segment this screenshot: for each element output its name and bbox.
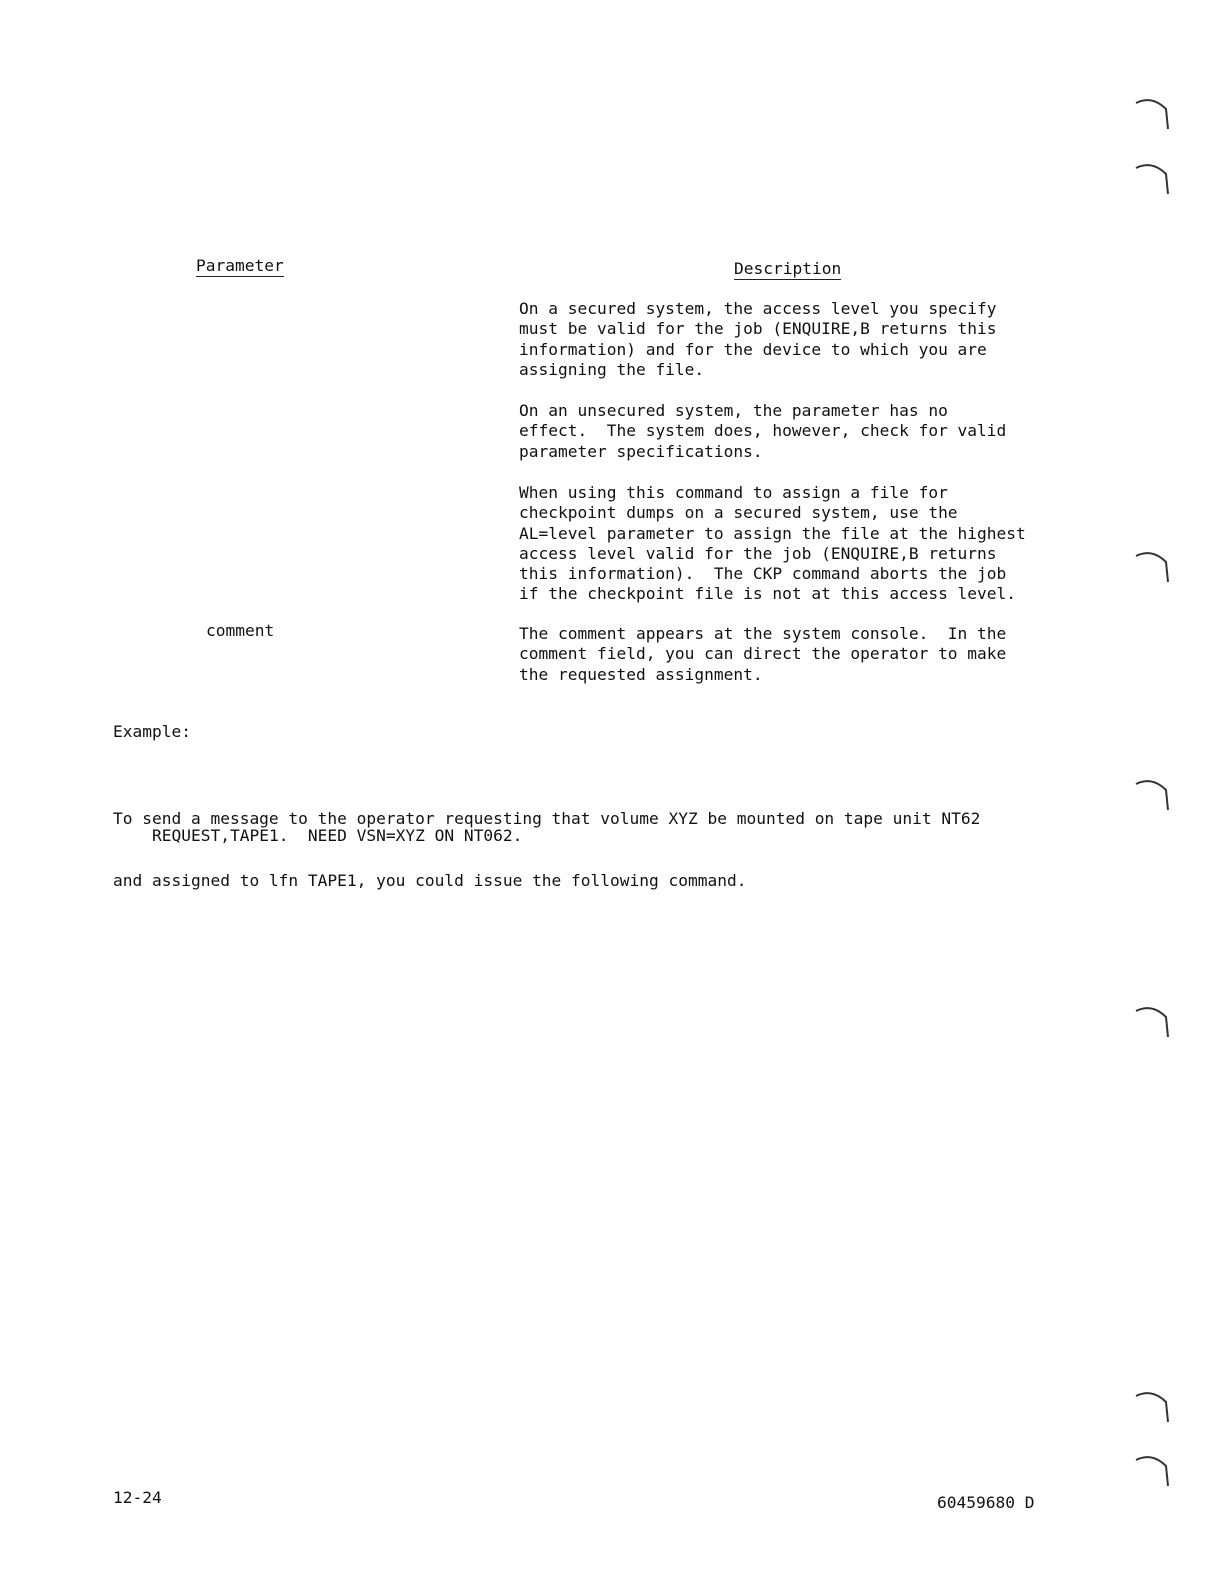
binder-hole-mark-icon: [1134, 95, 1170, 135]
description-paragraph-3: [519, 483, 1026, 605]
text-line: if the checkpoint file is not at this access level.: [519, 584, 1017, 604]
text-line: On an unsecured system, the parameter has no: [519, 401, 948, 420]
description-paragraph-2: [519, 401, 1006, 462]
text-line: the requested assignment.: [519, 664, 763, 684]
text-line: comment field, you can direct the operator to make: [519, 644, 1007, 664]
text-line: The comment appears at the system console. In the: [519, 624, 1007, 643]
comment-description: [519, 624, 1006, 685]
document-number: 60459680 D: [937, 1493, 1035, 1512]
text-line: assigning the file.: [519, 359, 705, 379]
example-command: REQUEST,TAPE1. NEED VSN=XYZ ON NT062.: [152, 826, 523, 845]
text-line: parameter specifications.: [519, 441, 763, 461]
text-line: and assigned to lfn TAPE1, you could issue the following command.: [113, 871, 747, 891]
text-line: access level valid for the job (ENQUIRE,B returns: [519, 543, 997, 563]
text-line: checkpoint dumps on a secured system, use the: [519, 503, 958, 523]
comment-parameter-name: comment: [206, 621, 275, 640]
text-line: information) and for the device to which you are: [519, 339, 987, 359]
binder-hole-mark-icon: [1134, 548, 1170, 588]
text-line: To send a message to the operator requesting that volume XYZ be mounted on tape unit NT62: [113, 809, 981, 828]
binder-hole-mark-icon: [1134, 160, 1170, 200]
parameter-heading: Parameter: [196, 256, 284, 275]
description-paragraph-1: [519, 299, 997, 380]
text-line: On a secured system, the access level you specify: [519, 299, 997, 318]
binder-hole-mark-icon: [1134, 1388, 1170, 1428]
binder-hole-mark-icon: [1134, 1003, 1170, 1043]
binder-hole-mark-icon: [1134, 1452, 1170, 1492]
page-number: 12-24: [113, 1488, 162, 1507]
text-line: this information). The CKP command aborts the job: [519, 564, 1007, 584]
text-line: AL=level parameter to assign the file at the highest: [519, 523, 1026, 543]
text-line: When using this command to assign a file for: [519, 483, 948, 502]
binder-hole-mark-icon: [1134, 776, 1170, 816]
example-label: Example:: [113, 722, 191, 741]
description-heading: Description: [734, 259, 842, 278]
text-line: effect. The system does, however, check for valid: [519, 421, 1007, 441]
text-line: must be valid for the job (ENQUIRE,B returns this: [519, 319, 997, 339]
